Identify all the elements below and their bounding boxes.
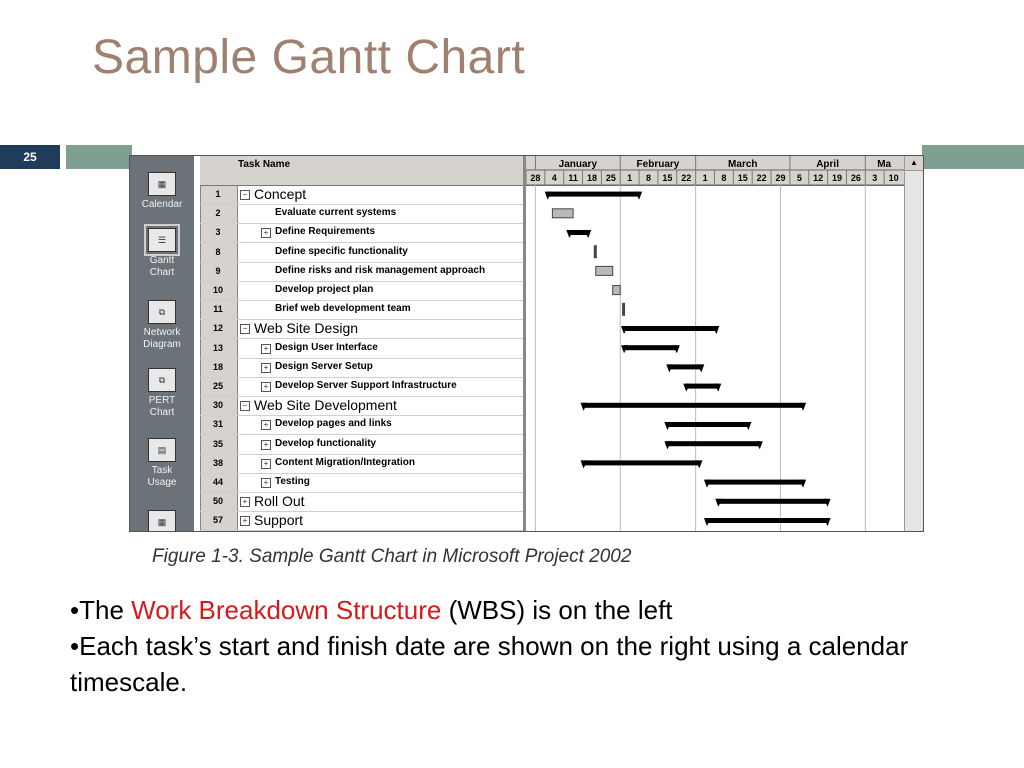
wbs-highlight: Work Breakdown Structure xyxy=(131,595,442,625)
milestone-marker xyxy=(594,245,597,258)
task-name: Web Site Design xyxy=(254,320,359,337)
bullet-text: •The xyxy=(70,595,132,625)
collapse-minus-icon[interactable]: − xyxy=(240,190,250,200)
vertical-scrollbar[interactable] xyxy=(904,156,924,531)
expand-plus-icon[interactable]: + xyxy=(261,363,271,373)
week-label: 26 xyxy=(850,173,861,183)
task-name: Design Server Setup xyxy=(275,360,373,372)
view-bar xyxy=(130,156,194,531)
expand-plus-icon[interactable]: + xyxy=(240,497,250,507)
task-id: 3 xyxy=(215,227,221,238)
slide-title: Sample Gantt Chart xyxy=(92,31,526,84)
week-label: 12 xyxy=(813,173,824,183)
task-id: 13 xyxy=(212,342,223,353)
task-id: 30 xyxy=(212,400,223,411)
task-id: 50 xyxy=(212,496,223,507)
week-label: 15 xyxy=(737,173,748,183)
calendar-icon: ▦ xyxy=(148,172,176,196)
task-id: 11 xyxy=(213,304,223,315)
expand-plus-icon[interactable]: + xyxy=(261,344,271,354)
task-name: Develop project plan xyxy=(275,284,374,295)
week-label: 1 xyxy=(627,173,633,183)
bullet-wbs xyxy=(70,592,950,628)
milestone-marker xyxy=(622,303,625,316)
week-label: 1 xyxy=(702,173,708,183)
week-label: 11 xyxy=(568,173,578,183)
table-icon: ▦ xyxy=(148,510,176,532)
task-id: 35 xyxy=(212,438,223,449)
task-name: Roll Out xyxy=(254,493,305,510)
week-label: 19 xyxy=(832,173,843,183)
week-label: 8 xyxy=(646,173,652,183)
month-label: February xyxy=(636,159,680,170)
table-row[interactable] xyxy=(200,358,523,378)
view-gantt-chart[interactable] xyxy=(130,228,194,279)
week-label: 22 xyxy=(756,173,767,183)
task-name: Evaluate current systems xyxy=(275,207,397,219)
task-id: 31 xyxy=(212,419,223,430)
week-label: 22 xyxy=(681,173,692,183)
summary-bar xyxy=(707,518,828,523)
week-label: 18 xyxy=(586,173,597,183)
task-id: 38 xyxy=(212,457,223,468)
summary-bar xyxy=(667,441,759,446)
summary-bar xyxy=(624,345,677,350)
expand-plus-icon[interactable]: + xyxy=(261,459,271,469)
task-id: 18 xyxy=(212,361,223,372)
view-task-usage[interactable] xyxy=(130,438,194,489)
task-usage-icon: ▤ xyxy=(148,438,176,462)
view-label: Calendar xyxy=(141,199,183,210)
week-label: 25 xyxy=(605,173,616,183)
table-row[interactable] xyxy=(200,319,523,339)
week-label: 4 xyxy=(551,173,557,183)
table-row[interactable] xyxy=(200,262,523,282)
ms-project-screenshot xyxy=(129,155,924,532)
view-label: PERT Chart xyxy=(148,395,176,418)
gantt-chart-icon: ☰ xyxy=(148,228,176,252)
summary-bar xyxy=(624,326,716,331)
table-row[interactable] xyxy=(200,204,523,224)
gantt-timescale-chart xyxy=(526,156,904,531)
table-row[interactable] xyxy=(200,223,523,243)
bullet-list xyxy=(70,592,950,700)
view-label: Task Usage xyxy=(147,465,177,488)
expand-plus-icon[interactable]: + xyxy=(261,382,271,392)
task-name: Web Site Development xyxy=(254,397,397,414)
network-diagram-icon: ⧉ xyxy=(148,300,176,324)
task-name: Concept xyxy=(254,186,307,202)
summary-bar xyxy=(667,422,748,427)
task-id: 12 xyxy=(212,323,223,334)
slide-number: 25 xyxy=(23,150,37,164)
task-name: Develop functionality xyxy=(275,437,377,449)
task-name: Develop pages and links xyxy=(275,418,392,430)
task-name: Develop Server Support Infrastructure xyxy=(275,380,457,391)
week-label: 29 xyxy=(775,173,786,183)
summary-bar xyxy=(718,499,827,504)
table-row[interactable] xyxy=(200,300,523,320)
task-id: 57 xyxy=(212,515,223,526)
task-id: 25 xyxy=(212,381,223,391)
accent-band-right xyxy=(922,145,1024,169)
task-id: 8 xyxy=(215,246,221,257)
table-row[interactable] xyxy=(200,377,523,397)
task-id: 2 xyxy=(215,208,221,219)
collapse-minus-icon[interactable]: − xyxy=(240,401,250,411)
summary-bar xyxy=(686,384,718,389)
month-label: April xyxy=(816,159,839,170)
table-row[interactable] xyxy=(200,473,523,493)
view-calendar[interactable] xyxy=(130,172,194,211)
bullet-timescale: •Each task’s start and finish date are shown on the right using a calendar timescale. xyxy=(70,631,909,697)
table-row[interactable] xyxy=(200,454,523,474)
task-id: 10 xyxy=(212,285,223,295)
task-name: Testing xyxy=(275,476,310,487)
view-label: Network Diagram xyxy=(143,327,181,350)
table-row[interactable] xyxy=(200,435,523,455)
task-name: Define specific functionality xyxy=(275,245,408,257)
week-label: 8 xyxy=(721,173,727,183)
task-bar xyxy=(613,286,621,295)
week-label: 5 xyxy=(796,173,802,183)
table-row[interactable] xyxy=(200,243,523,263)
summary-bar xyxy=(669,364,701,369)
task-id: 44 xyxy=(212,477,223,487)
expand-plus-icon[interactable]: + xyxy=(261,478,271,488)
expand-plus-icon[interactable]: + xyxy=(261,440,271,450)
task-bar xyxy=(596,266,613,275)
scroll-up-arrow-icon[interactable]: ▲ xyxy=(905,156,923,171)
month-label: January xyxy=(558,159,598,170)
task-name: Define risks and risk management approach xyxy=(275,264,486,276)
summary-bar xyxy=(583,403,803,408)
table-row[interactable] xyxy=(200,185,523,205)
week-label: 15 xyxy=(662,173,673,183)
bullet-text: (WBS) is on the left xyxy=(441,595,673,625)
expand-plus-icon[interactable]: + xyxy=(261,420,271,430)
task-id: 1 xyxy=(215,189,221,199)
task-name: Content Migration/Integration xyxy=(275,456,415,468)
summary-bar xyxy=(548,192,639,197)
summary-bar xyxy=(707,480,803,485)
month-label: Ma xyxy=(877,159,892,170)
table-row[interactable] xyxy=(200,511,523,531)
accent-band-left xyxy=(66,145,132,169)
table-row[interactable] xyxy=(200,492,523,512)
week-label: 10 xyxy=(888,173,899,183)
view-pert-chart[interactable] xyxy=(130,368,194,419)
week-label: 3 xyxy=(872,173,878,183)
expand-plus-icon[interactable]: + xyxy=(240,516,250,526)
view-network-diagram[interactable] xyxy=(130,300,194,351)
task-bar xyxy=(552,209,573,218)
table-row[interactable] xyxy=(200,339,523,359)
task-name-header[interactable]: Task Name xyxy=(238,159,291,170)
table-row[interactable] xyxy=(200,415,523,435)
task-name: Support xyxy=(254,512,304,529)
week-label: 28 xyxy=(530,173,541,183)
collapse-minus-icon[interactable]: − xyxy=(240,324,250,334)
table-row[interactable] xyxy=(200,281,523,301)
figure-caption: Figure 1-3. Sample Gantt Chart in Microsoft Project 2002 xyxy=(152,546,632,567)
expand-plus-icon[interactable]: + xyxy=(261,228,271,238)
task-name: Design User Interface xyxy=(275,341,378,353)
task-name: Define Requirements xyxy=(275,226,376,238)
task-id: 9 xyxy=(215,265,221,276)
table-row[interactable] xyxy=(200,396,523,416)
month-label: March xyxy=(728,159,758,170)
task-name: Brief web development team xyxy=(275,303,411,315)
view-label: Gantt Chart xyxy=(149,255,175,278)
summary-bar xyxy=(583,460,699,465)
pert-chart-icon: ⧉ xyxy=(148,368,176,392)
view-more[interactable] xyxy=(130,510,194,532)
